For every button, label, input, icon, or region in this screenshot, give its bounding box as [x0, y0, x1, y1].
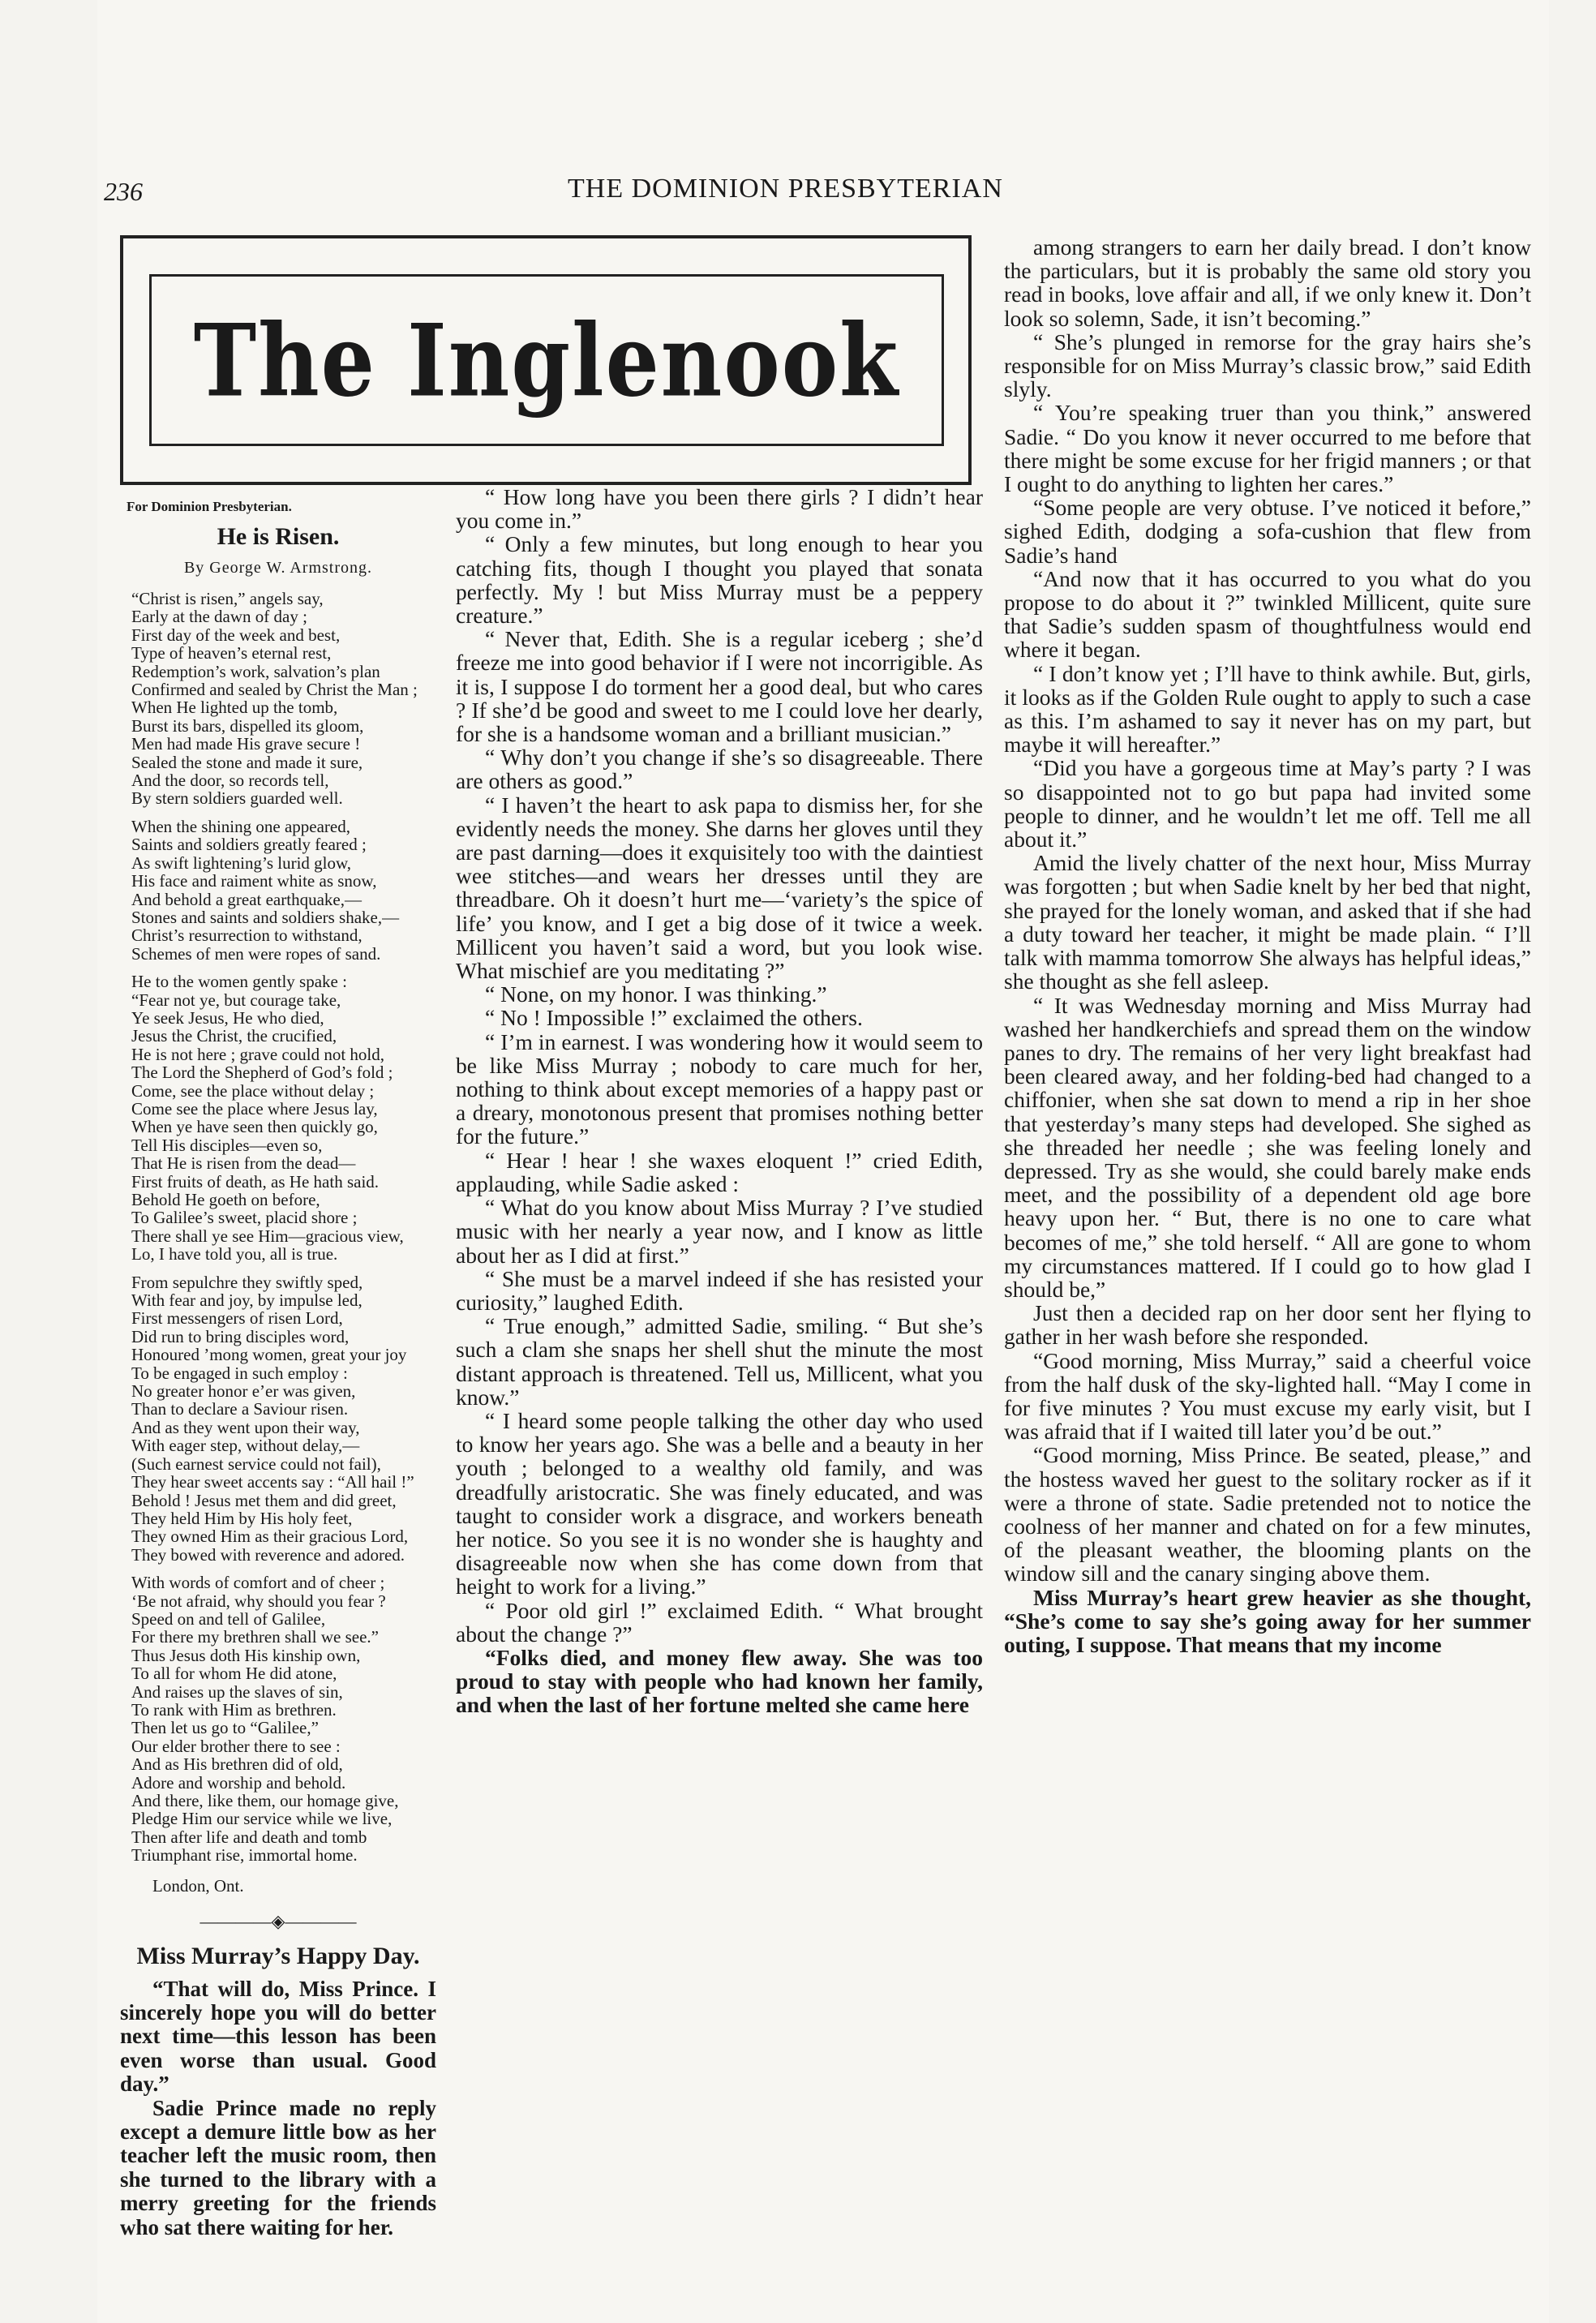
story-paragraph: among strangers to earn her daily bread. I don’t know the particulars, but it is probably the same old story you read in books, love affair and all, if we only knew it. Don’t look so solemn, Sade, it isn’t becoming.”	[1004, 234, 1531, 331]
story-paragraph: Just then a decided rap on her door sent her flying to gather in her wash before she responded.	[1004, 1300, 1531, 1350]
poem-line: Adore and worship and behold.	[131, 1772, 346, 1793]
poem-line: Speed on and tell of Galilee,	[131, 1608, 326, 1629]
story-paragraph: “Some people are very obtuse. I’ve noticed it before,” sighed Edith, dodging a sofa-cushion that flew from Sadie’s hand	[1004, 495, 1531, 568]
poem-line: To be engaged in such employ :	[131, 1363, 348, 1383]
poem-line: With fear and joy, by impulse led,	[131, 1290, 363, 1311]
story-paragraph: “ She must be a marvel indeed if she has resisted your curiosity,” laughed Edith.	[456, 1265, 983, 1315]
poem-line: Then after life and death and tomb	[131, 1827, 367, 1847]
poem-line: To rank with Him as brethren.	[131, 1699, 337, 1720]
poem-line: No greater honor e’er was given,	[131, 1381, 356, 1402]
poem-line: Pledge Him our service while we live,	[131, 1809, 393, 1829]
story-paragraph: “ I don’t know yet ; I’ll have to think awhile. But, girls, it looks as if the Golden Rule ought to apply to such a case as this. I’m ashamed to say it never has on my part, but maybe it will hereafter.”	[1004, 660, 1531, 758]
poem-line: They bowed with reverence and adored.	[131, 1544, 405, 1565]
poem-line: Stones and saints and soldiers shake,—	[131, 907, 400, 927]
story-paragraph: “ Only a few minutes, but long enough to hear you catching fits, though I thought you played that sonata perfectly. My ! but Miss Murray must be a peppery creature.”	[456, 531, 983, 629]
story-paragraph: “Good morning, Miss Murray,” said a cheerful voice from the half dusk of the sky-lighted hall. “May I come in for five minutes ? You must excuse my early visit, but I was afraid that if I waited till later you’d be out.”	[1004, 1347, 1531, 1445]
story-paragraph: “ I’m in earnest. I was wondering how it would seem to be like Miss Murray ; nobody to care much for her, nothing to think about except memories of a happy past or a dreary, monotonous present that promises nothing better for the future.”	[456, 1028, 983, 1149]
poem-line: When He lighted up the tomb,	[131, 698, 338, 718]
poem-line: Saints and soldiers greatly feared ;	[131, 835, 367, 855]
story-paragraph: “ Hear ! hear ! she waxes eloquent !” cried Edith, applauding, while Sadie asked :	[456, 1147, 983, 1196]
column-right	[1004, 235, 1531, 1656]
story-paragraph: Sadie Prince made no reply except a demure little bow as her teacher left the music room, then she turned to the library with a merry greeting for the friends who sat there waiting for her.	[120, 2095, 436, 2239]
poem-stanza	[131, 1574, 436, 1865]
poem-line: First day of the week and best,	[131, 625, 341, 645]
poem-line: As swift lightening’s lurid glow,	[131, 852, 352, 873]
poem-line: ‘Be not afraid, why should you fear ?	[131, 1591, 386, 1611]
poem-line: They hear sweet accents say : “All hail !”	[131, 1472, 414, 1492]
poem-line: Early at the dawn of day ;	[131, 607, 307, 627]
story-paragraph: “ Why don’t you change if she’s so disagreeable. There are others as good.”	[456, 745, 983, 794]
poem-line: First messengers of risen Lord,	[131, 1308, 343, 1329]
poem-line: Tell His disciples—even so,	[131, 1135, 323, 1155]
poem-stanza	[131, 1273, 436, 1565]
poem-line: Type of heaven’s eternal rest,	[131, 643, 332, 663]
poem-line: Our elder brother there to see :	[131, 1736, 341, 1756]
story-paragraph: “ You’re speaking truer than you think,” answered Sadie. “ Do you know it never occurred to me before that there might be some excuse for her frigid manners ; or that I ought to do anything to lighten her cares.”	[1004, 400, 1531, 497]
story-paragraph: “And now that it has occurred to you what do you propose to do about it ?” twinkled Millicent, quite sure that Sadie’s sudden spasm of thoughtfulness would end where it began.	[1004, 565, 1531, 663]
story-paragraph: “ I heard some people talking the other day who used to know her years ago. She was a belle and a beauty in her youth ; belonged to a wealthy old family, and was dreadfully aristocratic. She was finely educated, and was taught to consider work a disgrace, and workers beneath her notice. So you see it is no wonder she is haughty and disagreeable now when she has come down from that height to work for a living.”	[456, 1407, 983, 1599]
story-paragraph: “ It was Wednesday morning and Miss Murray had washed her handkerchiefs and spread them on the window panes to dry. The remains of her very light breakfast had been cleared away, and her folding-bed had changed to a chiffonier, when she sat down to mend a rip in her shoe that yesterday’s many steps had developed. She sighed as she threaded her needle ; she was feeling lonely and depressed. Try as she would, she could barely make ends meet, and the possibility of a dependent old age bore heavy upon her. “ But, there is no one to care what becomes of me,” she told herself. “ All are gone to whom my circumstances mattered. If I could go to how glad I should be,”	[1004, 992, 1531, 1302]
section-divider-ornament: ————◈————	[200, 1910, 357, 1931]
poem-line: With eager step, without delay,—	[131, 1436, 360, 1456]
poem-line: When the shining one appeared,	[131, 816, 350, 836]
story-paragraph: “ No ! Impossible !” exclaimed the others.	[485, 1005, 863, 1031]
poem-line: Thus Jesus doth His kinship own,	[131, 1645, 361, 1665]
poem-line: And the door, so records tell,	[131, 771, 329, 791]
poem-line: “Christ is risen,” angels say,	[131, 589, 324, 608]
poem-line: Honoured ’mong women, great your joy	[131, 1345, 407, 1365]
poem-line: Come, see the place without delay ;	[131, 1080, 375, 1101]
story-paragraph: “Good morning, Miss Prince. Be seated, please,” and the hostess waved her guest to the solitary rocker as if it were a throne of state. Sadie pretended not to notice the coolness of her manner and chated on for a few minutes, of the pleasant weather, the blooming plants on the window sill and the canary singing above them.	[1004, 1442, 1531, 1587]
story-text-left	[120, 1977, 436, 2239]
poem-line: There shall ye see Him—gracious view,	[131, 1226, 404, 1246]
poem-line: And there, like them, our homage give,	[131, 1791, 399, 1810]
poem-line: Confirmed and sealed by Christ the Man ;	[131, 680, 418, 700]
poem-line: And as they went upon their way,	[131, 1417, 360, 1437]
poem-line: That He is risen from the dead—	[131, 1153, 356, 1174]
story-paragraph: “Did you have a gorgeous time at May’s party ? I was so disappointed not to go but papa had invited some people to dinner, and he wouldn’t let me off. Tell me all about it.”	[1004, 755, 1531, 852]
section-title: The Inglenook	[193, 301, 900, 419]
poem-line: They owned Him as their gracious Lord,	[131, 1526, 409, 1547]
poem-line: (Such earnest service could not fail),	[131, 1453, 381, 1474]
story-paragraph: “ How long have you been there girls ? I didn’t hear you come in.”	[456, 484, 983, 534]
poem-line: From sepulchre they swiftly sped,	[131, 1272, 363, 1292]
poem-line: With words of comfort and of cheer ;	[131, 1573, 385, 1593]
poem-line: And raises up the slaves of sin,	[131, 1681, 343, 1702]
poem-line: And behold a great earthquake,—	[131, 889, 362, 909]
poem-line: They held Him by His holy feet,	[131, 1508, 353, 1528]
poem-place: London, Ont.	[152, 1875, 244, 1896]
story-title: Miss Murray’s Happy Day.	[136, 1942, 420, 1969]
section-masthead	[120, 235, 972, 485]
poem-line: And as His brethren did of old,	[131, 1754, 343, 1775]
poem-line: For there my brethren shall we see.”	[131, 1627, 379, 1647]
poem-line: First fruits of death, as He hath said.	[131, 1171, 380, 1192]
poem-line: Did run to bring disciples word,	[131, 1326, 350, 1346]
poem-body	[120, 590, 436, 1865]
story-paragraph: “ None, on my honor. I was thinking.”	[485, 981, 827, 1007]
poem-line: Come see the place where Jesus lay,	[131, 1098, 378, 1119]
page-number: 236	[104, 177, 143, 206]
poem-line: He is not here ; grave could not hold,	[131, 1044, 385, 1064]
poem-line: Behold ! Jesus met them and did greet,	[131, 1490, 397, 1510]
poem-line: Behold He goeth on before,	[131, 1190, 320, 1209]
story-paragraph: “ True enough,” admitted Sadie, smiling. “ But she’s such a clam she snaps her shell shut the minute the most distant approach is threatened. Tell us, Millicent, what you know.”	[456, 1313, 983, 1410]
poem-line: Schemes of men were ropes of sand.	[131, 943, 381, 964]
story-paragraph: “That will do, Miss Prince. I sincerely hope you will do better next time—this lesson has been even worse than usual. Good day.”	[120, 1976, 436, 2097]
poem-line: When ye have seen then quickly go,	[131, 1117, 378, 1137]
poem-line: The Lord the Shepherd of God’s fold ;	[131, 1063, 393, 1083]
story-paragraph: Amid the lively chatter of the next hour, Miss Murray was forgotten ; but when Sadie knelt by her bed that night, she prayed for the lonely woman, and asked that if she had a duty toward her teacher, it might be made plain. “ I’ll talk with mamma tomorrow She always has helpful ideas,” she thought as she fell asleep.	[1004, 850, 1531, 994]
poem-stanza	[131, 590, 436, 808]
poem-line: Than to declare a Saviour risen.	[131, 1399, 349, 1419]
poem-line: Redemption’s work, salvation’s plan	[131, 661, 380, 681]
masthead-inner-frame	[149, 274, 944, 446]
poem-line: Jesus the Christ, the crucified,	[131, 1026, 337, 1046]
poem-line: Then let us go to “Galilee,”	[131, 1718, 319, 1738]
story-paragraph: “ What do you know about Miss Murray ? I’ve studied music with her nearly a year now, and I know as little about her as I did at first.”	[456, 1195, 983, 1268]
poem-stanza	[131, 973, 436, 1264]
poem-line: “Fear not ye, but courage take,	[131, 990, 341, 1010]
column-middle	[456, 485, 983, 1717]
story-paragraph: “Folks died, and money flew away. She was too proud to stay with people who had known her family, and when the last of her fortune melted she came here	[456, 1644, 983, 1718]
poem-source: For Dominion Presbyterian.	[127, 499, 292, 514]
poem-line: He to the women gently spake :	[131, 972, 347, 992]
poem-line: Men had made His grave secure !	[131, 734, 361, 754]
poem-line: To Galilee’s sweet, placid shore ;	[131, 1208, 358, 1228]
poem-stanza	[131, 818, 436, 963]
poem-line: Lo, I have told you, all is true.	[131, 1244, 338, 1265]
poem-title: He is Risen.	[217, 523, 340, 550]
poem-line: Burst its bars, dispelled its gloom,	[131, 715, 364, 736]
column-left	[120, 495, 436, 2239]
poem-line: Christ’s resurrection to withstand,	[131, 925, 363, 946]
poem-line: Triumphant rise, immortal home.	[131, 1845, 358, 1866]
story-paragraph: “ Never that, Edith. She is a regular iceberg ; she’d freeze me into good behavior if I were not incorrigible. As it is, I suppose I do torment her a good deal, but who cares ? If she’d be good and sweet to me I could love her dearly, for she is a handsome woman and a brilliant musician.”	[456, 626, 983, 747]
poem-line: Ye seek Jesus, He who died,	[131, 1007, 324, 1028]
story-paragraph: “ I haven’t the heart to ask papa to dismiss her, for she evidently needs the money. She darns her gloves until they are past darning—does it exquisitely too with the daintiest wee stitches—and wears her dresses until they are threadbare. Oh it doesn’t hurt me—‘variety’s the spice of life’ you know, and I get a big dose of it twice a week. Millicent you haven’t said a word, but you look wise. What mischief are you meditating ?”	[456, 792, 983, 984]
poem-author: By George W. Armstrong.	[183, 559, 373, 577]
story-paragraph: “ Poor old girl !” exclaimed Edith. “ What brought about the change ?”	[456, 1597, 983, 1647]
running-head: THE DOMINION PRESBYTERIAN	[568, 174, 1003, 204]
story-paragraph: Miss Murray’s heart grew heavier as she thought, “She’s come to say she’s going away for her summer outing, I suppose. That means that my income	[1004, 1584, 1531, 1657]
poem-line: By stern soldiers guarded well.	[131, 788, 343, 809]
poem-line: Sealed the stone and made it sure,	[131, 752, 363, 772]
poem-line: His face and raiment white as snow,	[131, 871, 377, 891]
poem-line: To all for whom He did atone,	[131, 1664, 337, 1684]
story-paragraph: “ She’s plunged in remorse for the gray hairs she’s responsible for on Miss Murray’s classic brow,” said Edith slyly.	[1004, 328, 1531, 402]
